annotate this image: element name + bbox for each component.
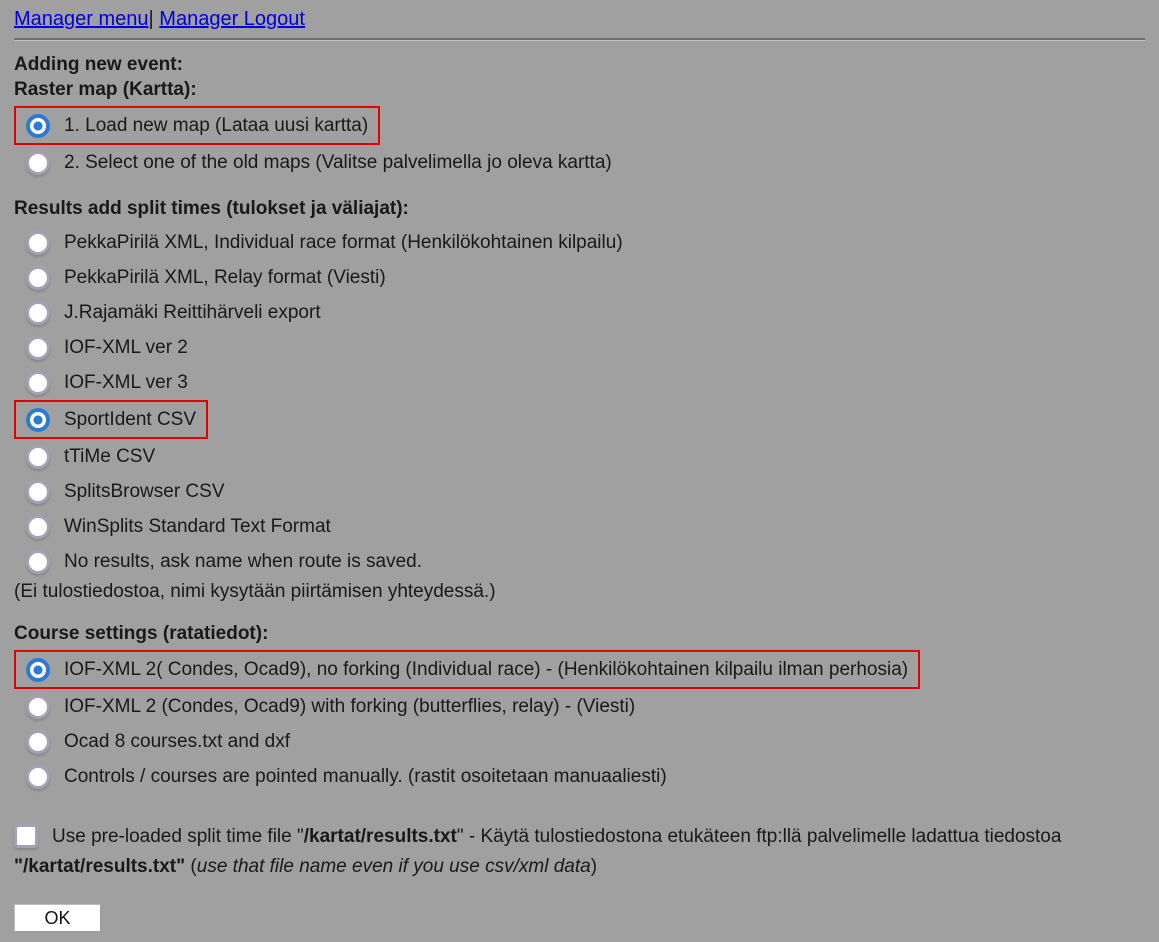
- manager-menu-link[interactable]: Manager menu: [14, 8, 149, 30]
- radio-option-row: [14, 544, 1145, 579]
- preload-path-2: "/kartat/results.txt": [14, 856, 186, 877]
- manager-logout-link[interactable]: Manager Logout: [159, 8, 305, 30]
- radio-button-selected[interactable]: [26, 658, 50, 682]
- radio-option-label[interactable]: Controls / courses are pointed manually. (rastit osoitetaan manuaaliesti): [64, 765, 667, 787]
- course-options: [14, 650, 1145, 794]
- radio-option-row: [14, 439, 1145, 474]
- preload-text-1: Use pre-loaded split time file ": [52, 826, 304, 847]
- preload-split-file-checkbox[interactable]: [14, 824, 38, 848]
- radio-option-label[interactable]: J.Rajamäki Reittihärveli export: [64, 301, 321, 323]
- ok-button[interactable]: OK: [14, 904, 101, 932]
- radio-option-row: [14, 330, 1145, 365]
- radio-option-row: [14, 474, 1145, 509]
- radio-option-label[interactable]: PekkaPirilä XML, Individual race format (Henkilökohtainen kilpailu): [64, 231, 623, 253]
- radio-button[interactable]: [26, 515, 50, 539]
- radio-option-label[interactable]: IOF-XML ver 3: [64, 371, 188, 393]
- radio-button-selected[interactable]: [26, 408, 50, 432]
- radio-option-label[interactable]: Ocad 8 courses.txt and dxf: [64, 730, 291, 752]
- radio-option-label[interactable]: SportIdent CSV: [64, 408, 197, 430]
- preload-path-1: /kartat/results.txt: [303, 826, 457, 847]
- radio-button[interactable]: [26, 151, 50, 175]
- results-note: (Ei tulostiedostoa, nimi kysytään piirtämisen yhteydessä.): [14, 581, 496, 602]
- radio-option-label[interactable]: WinSplits Standard Text Format: [64, 515, 331, 537]
- radio-option-label[interactable]: 2. Select one of the old maps (Valitse palvelimella jo oleva kartta): [64, 151, 612, 173]
- radio-button[interactable]: [26, 336, 50, 360]
- top-nav: [14, 6, 1145, 32]
- radio-option-label[interactable]: IOF-XML 2 (Condes, Ocad9) with forking (butterflies, relay) - (Viesti): [64, 695, 636, 717]
- radio-option-row-highlighted: [14, 650, 920, 689]
- radio-button[interactable]: [26, 765, 50, 789]
- radio-button[interactable]: [26, 695, 50, 719]
- preload-italic-note: use that file name even if you use csv/xml data: [196, 856, 591, 877]
- radio-option-row: [14, 295, 1145, 330]
- results-heading: Results add split times (tulokset ja väliajat):: [14, 198, 409, 219]
- preload-text-2: " - Käytä tulostiedostona etukäteen ftp:llä palvelimelle ladattua tiedostoa: [456, 826, 1062, 847]
- radio-option-row: [14, 689, 1145, 724]
- radio-option-row-highlighted: [14, 400, 208, 439]
- radio-option-row-highlighted: [14, 106, 380, 145]
- results-options: [14, 225, 1145, 579]
- course-settings-heading: Course settings (ratatiedot):: [14, 623, 269, 644]
- radio-option-label[interactable]: IOF-XML ver 2: [64, 336, 188, 358]
- radio-option-row: [14, 509, 1145, 544]
- radio-option-label[interactable]: SplitsBrowser CSV: [64, 480, 225, 502]
- radio-option-row: [14, 365, 1145, 400]
- radio-option-row: [14, 260, 1145, 295]
- preload-text-4: ): [590, 856, 598, 877]
- preload-split-file-paragraph: [14, 822, 1145, 882]
- radio-button[interactable]: [26, 480, 50, 504]
- separator-rule: [14, 38, 1145, 41]
- radio-option-row: [14, 225, 1145, 260]
- radio-option-row: [14, 759, 1145, 794]
- radio-option-label[interactable]: tTiMe CSV: [64, 445, 156, 467]
- radio-option-label[interactable]: IOF-XML 2( Condes, Ocad9), no forking (Individual race) - (Henkilökohtainen kilpailu ilman perhosia): [64, 658, 909, 680]
- nav-divider: |: [148, 8, 154, 30]
- preload-text-3: (: [185, 856, 197, 877]
- radio-button[interactable]: [26, 231, 50, 255]
- radio-option-row: [14, 145, 1145, 180]
- radio-button[interactable]: [26, 266, 50, 290]
- radio-button[interactable]: [26, 371, 50, 395]
- radio-option-label[interactable]: PekkaPirilä XML, Relay format (Viesti): [64, 266, 386, 288]
- raster-map-options: [14, 106, 1145, 180]
- radio-button[interactable]: [26, 301, 50, 325]
- radio-option-row: [14, 724, 1145, 759]
- radio-button[interactable]: [26, 730, 50, 754]
- radio-button[interactable]: [26, 445, 50, 469]
- radio-button[interactable]: [26, 550, 50, 574]
- radio-button-selected[interactable]: [26, 114, 50, 138]
- raster-map-heading: Raster map (Kartta):: [14, 79, 197, 100]
- radio-option-label[interactable]: 1. Load new map (Lataa uusi kartta): [64, 114, 369, 136]
- radio-option-label[interactable]: No results, ask name when route is saved.: [64, 550, 423, 572]
- adding-new-event-heading: Adding new event:: [14, 54, 183, 75]
